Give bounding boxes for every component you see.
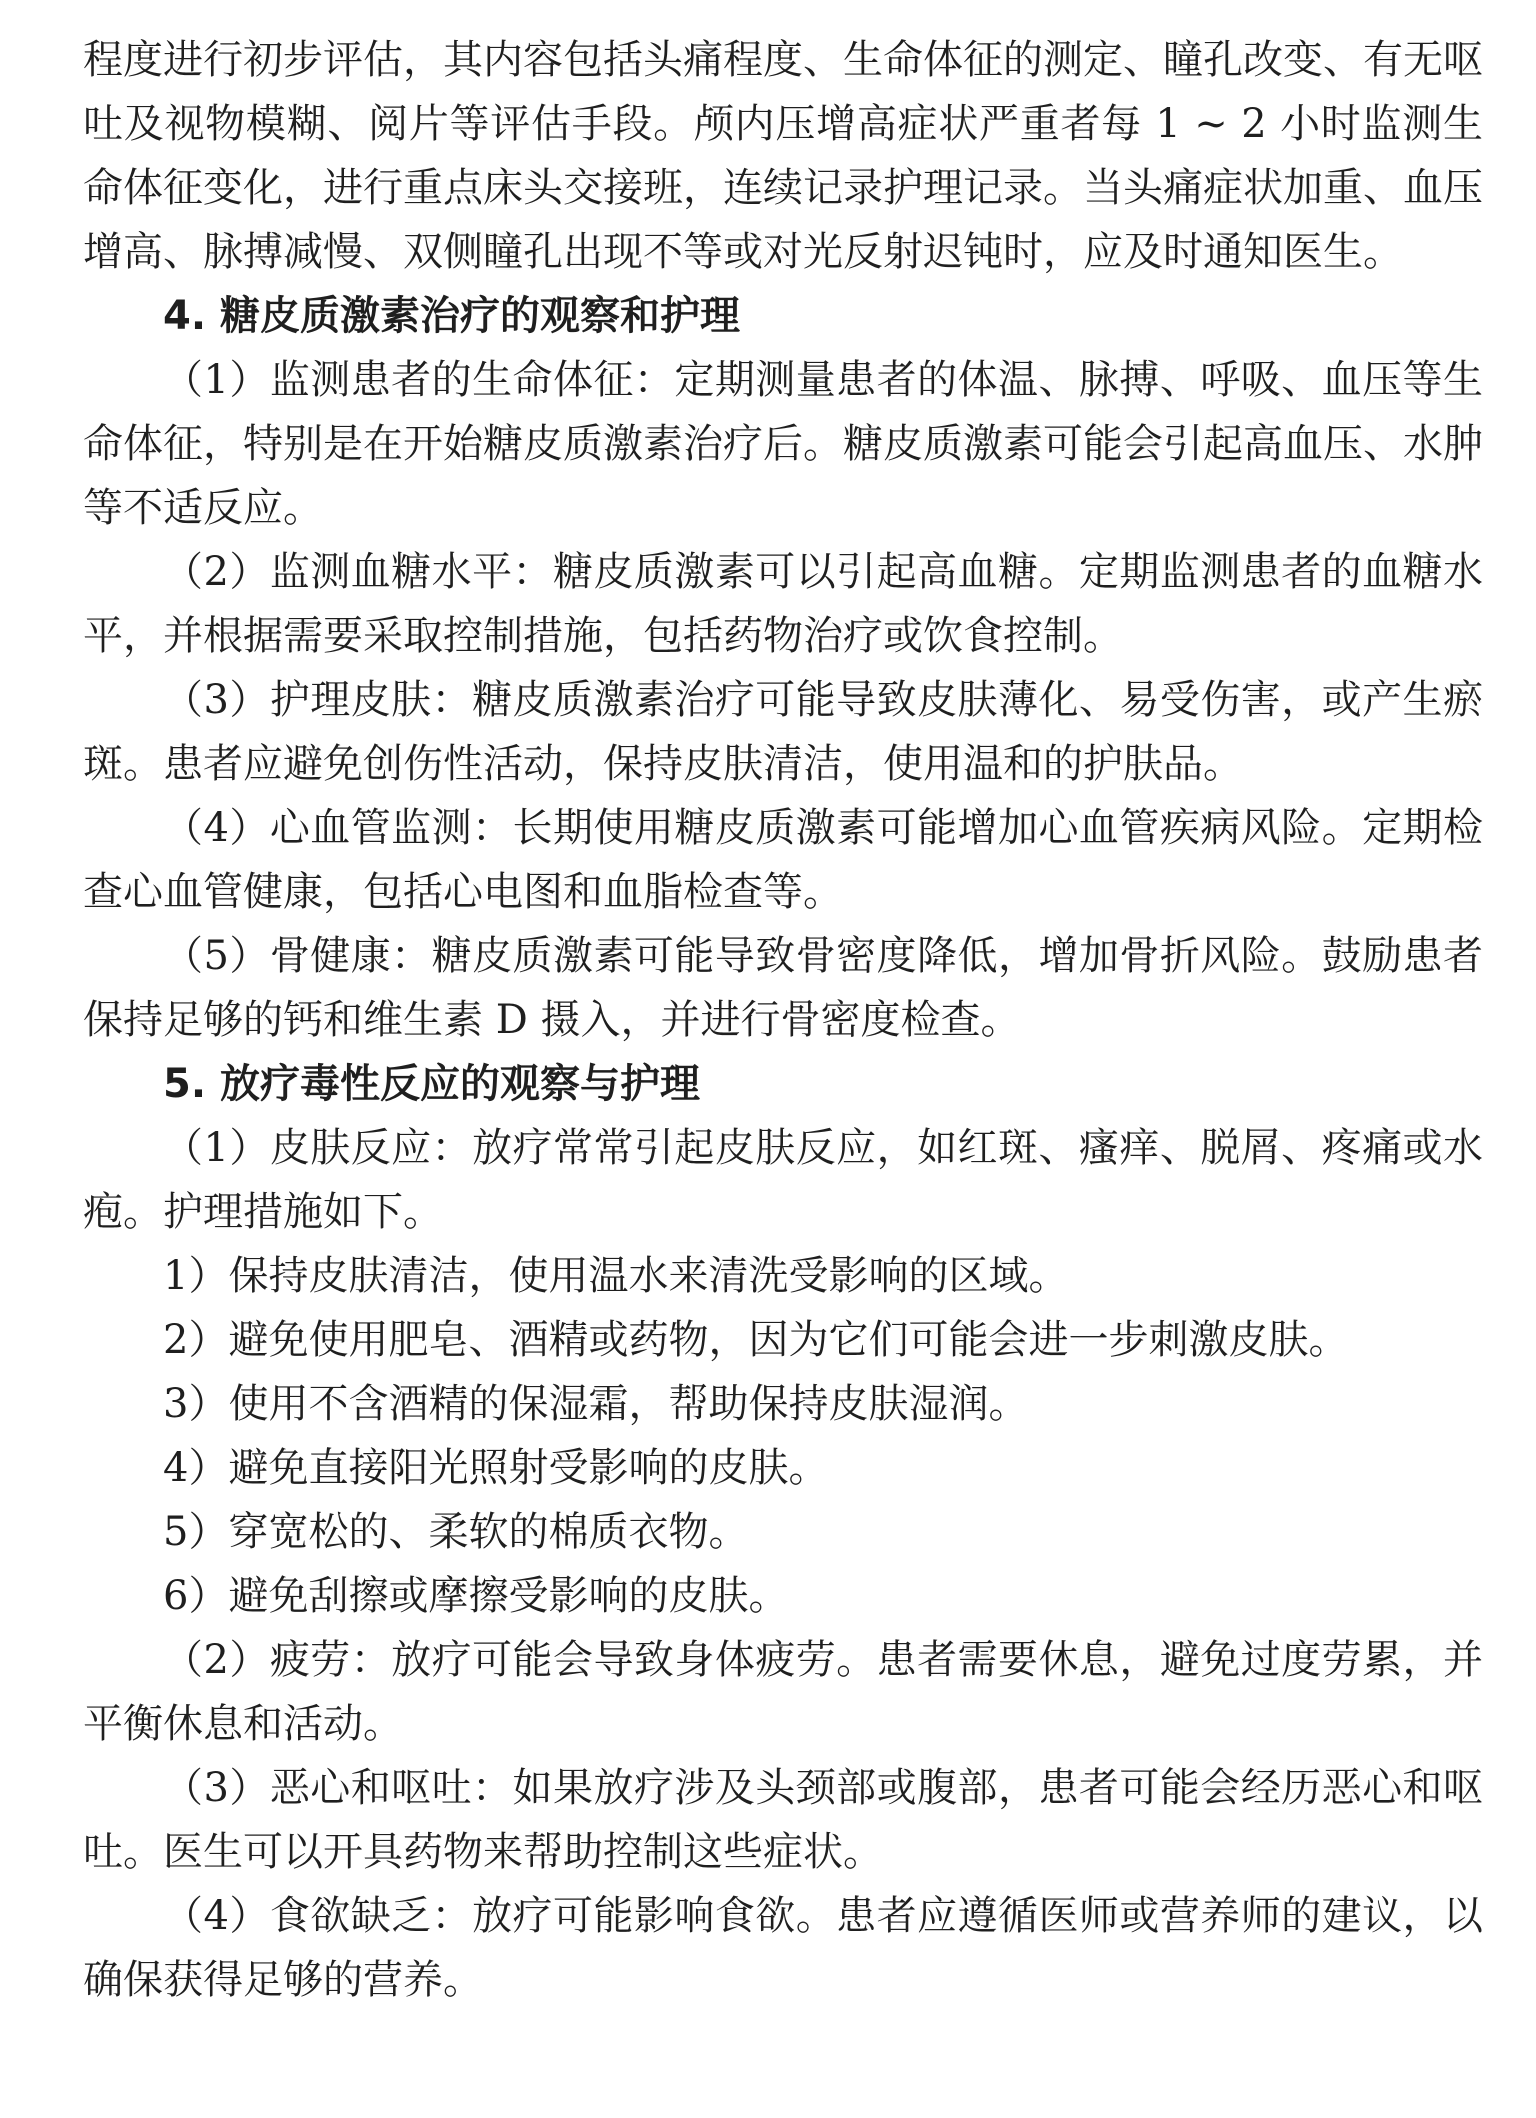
paragraph-blood-glucose: （2）监测血糖水平：糖皮质激素可以引起高血糖。定期监测患者的血糖水平，并根据需要采取控制措施，包括药物治疗或饮食控制。 <box>83 549 1483 659</box>
document-body <box>83 28 1483 2012</box>
paragraph-cardiovascular: （4）心血管监测：长期使用糖皮质激素可能增加心血管疾病风险。定期检查心血管健康，包括心电图和血脂检查等。 <box>83 805 1483 915</box>
section-heading-radiotherapy-toxicity: 5. 放疗毒性反应的观察与护理 <box>163 1061 700 1107</box>
list-item: 6）避免刮擦或摩擦受影响的皮肤。 <box>163 1573 789 1619</box>
list-item: 2）避免使用肥皂、酒精或药物，因为它们可能会进一步刺激皮肤。 <box>163 1317 1349 1363</box>
paragraph-skin-care: （3）护理皮肤：糖皮质激素治疗可能导致皮肤薄化、易受伤害，或产生瘀斑。患者应避免创伤性活动，保持皮肤清洁，使用温和的护肤品。 <box>83 677 1483 787</box>
paragraph-bone-health: （5）骨健康：糖皮质激素可能导致骨密度降低，增加骨折风险。鼓励患者保持足够的钙和维生素 D 摄入，并进行骨密度检查。 <box>83 933 1483 1043</box>
paragraph-fatigue: （2）疲劳：放疗可能会导致身体疲劳。患者需要休息，避免过度劳累，并平衡休息和活动。 <box>83 1637 1483 1747</box>
list-item: 1）保持皮肤清洁，使用温水来清洗受影响的区域。 <box>163 1253 1069 1299</box>
section-heading-corticosteroid-care: 4. 糖皮质激素治疗的观察和护理 <box>163 293 740 339</box>
paragraph-skin-reaction: （1）皮肤反应：放疗常常引起皮肤反应，如红斑、瘙痒、脱屑、疼痛或水疱。护理措施如下。 <box>83 1125 1483 1235</box>
list-item: 5）穿宽松的、柔软的棉质衣物。 <box>163 1509 749 1555</box>
list-item: 3）使用不含酒精的保湿霜，帮助保持皮肤湿润。 <box>163 1381 1029 1427</box>
paragraph-appetite-loss: （4）食欲缺乏：放疗可能影响食欲。患者应遵循医师或营养师的建议，以确保获得足够的营养。 <box>83 1893 1483 2003</box>
paragraph-vital-signs: （1）监测患者的生命体征：定期测量患者的体温、脉搏、呼吸、血压等生命体征，特别是在开始糖皮质激素治疗后。糖皮质激素可能会引起高血压、水肿等不适反应。 <box>83 357 1483 531</box>
list-item: 4）避免直接阳光照射受影响的皮肤。 <box>163 1445 829 1491</box>
paragraph-nausea-vomiting: （3）恶心和呕吐：如果放疗涉及头颈部或腹部，患者可能会经历恶心和呕吐。医生可以开具药物来帮助控制这些症状。 <box>83 1765 1483 1875</box>
paragraph-continuation: 程度进行初步评估，其内容包括头痛程度、生命体征的测定、瞳孔改变、有无呕吐及视物模糊、阅片等评估手段。颅内压增高症状严重者每 1 ~ 2 小时监测生命体征变化，进行重点床头交接班，连续记录护理记录。当头痛症状加重、血压增高、脉搏减慢、双侧瞳孔出现不等或对光反射迟钝时，应及时通知医生。 <box>83 37 1483 275</box>
